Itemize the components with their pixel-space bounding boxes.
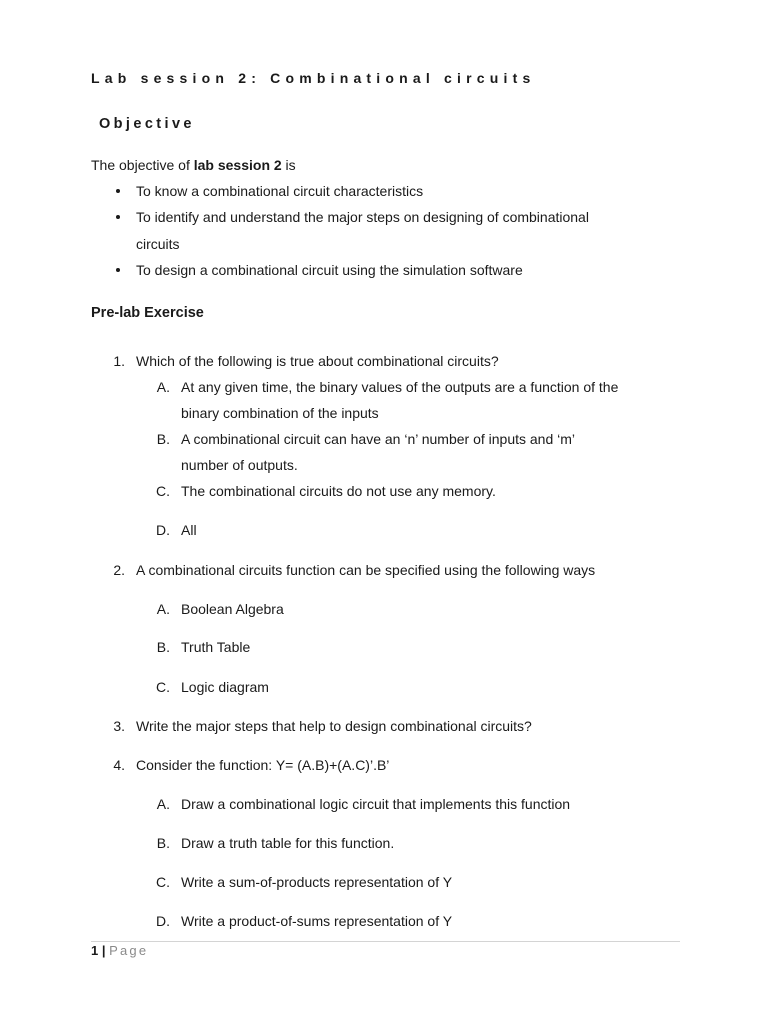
page-number: 1 [91, 943, 99, 958]
bullet-text: To design a combinational circuit using the simulation software [136, 262, 523, 278]
question-text: Which of the following is true about combinational circuits? [136, 353, 499, 369]
option-text: Draw a combinational logic circuit that implements this function [181, 796, 571, 812]
bullet-text: To identify and understand the major steps on designing of combinational [136, 209, 589, 225]
option-letter: A. [156, 796, 170, 812]
option-letter: C. [156, 874, 170, 890]
document-title: Lab session 2: Combinational circuits [91, 70, 536, 86]
page-footer [91, 943, 148, 958]
footer-divider [91, 941, 680, 942]
bullet-text-continued: circuits [136, 236, 180, 252]
option-text-continued: number of outputs. [181, 457, 298, 473]
option-text: Boolean Algebra [181, 601, 284, 617]
option-text: Write a sum-of-products representation of Y [181, 874, 453, 890]
question-number: 2. [113, 562, 125, 578]
bullet-icon [116, 268, 120, 272]
question-text: A combinational circuits function can be specified using the following ways [136, 562, 596, 578]
option-letter: D. [156, 913, 170, 929]
option-text: Truth Table [181, 639, 251, 655]
question-number: 4. [113, 757, 125, 773]
option-letter: C. [156, 483, 170, 499]
objective-intro-prefix: The objective of [91, 157, 194, 173]
page-label: Page [109, 943, 149, 958]
option-letter: A. [156, 379, 170, 395]
objective-heading: Objective [99, 116, 195, 132]
option-text: The combinational circuits do not use any memory. [181, 483, 496, 499]
option-letter: D. [156, 522, 170, 538]
option-letter: C. [156, 679, 170, 695]
option-letter: A. [156, 601, 170, 617]
option-text: A combinational circuit can have an ‘n’ number of inputs and ‘m’ [181, 431, 576, 447]
option-text: Draw a truth table for this function. [181, 835, 395, 851]
question-number: 1. [113, 353, 125, 369]
option-text-continued: binary combination of the inputs [181, 405, 379, 421]
objective-intro-bold: lab session 2 [193, 157, 282, 173]
objective-intro-suffix: is [281, 157, 296, 173]
option-text: Write a product-of-sums representation of Y [181, 913, 453, 929]
question-text: Write the major steps that help to design combinational circuits? [136, 718, 532, 734]
footer-separator: | [98, 943, 110, 958]
option-text: At any given time, the binary values of the outputs are a function of the [181, 379, 619, 395]
option-text: Logic diagram [181, 679, 269, 695]
option-text: All [181, 522, 197, 538]
option-letter: B. [156, 835, 170, 851]
bullet-text: To know a combinational circuit characteristics [136, 183, 424, 199]
prelab-heading: Pre-lab Exercise [91, 305, 204, 321]
option-letter: B. [156, 431, 170, 447]
question-number: 3. [113, 718, 125, 734]
question-text: Consider the function: Y= (A.B)+(A.C)’.B’ [136, 757, 390, 773]
bullet-icon [116, 189, 120, 193]
objective-intro [91, 156, 296, 174]
bullet-icon [116, 215, 120, 219]
option-letter: B. [156, 639, 170, 655]
